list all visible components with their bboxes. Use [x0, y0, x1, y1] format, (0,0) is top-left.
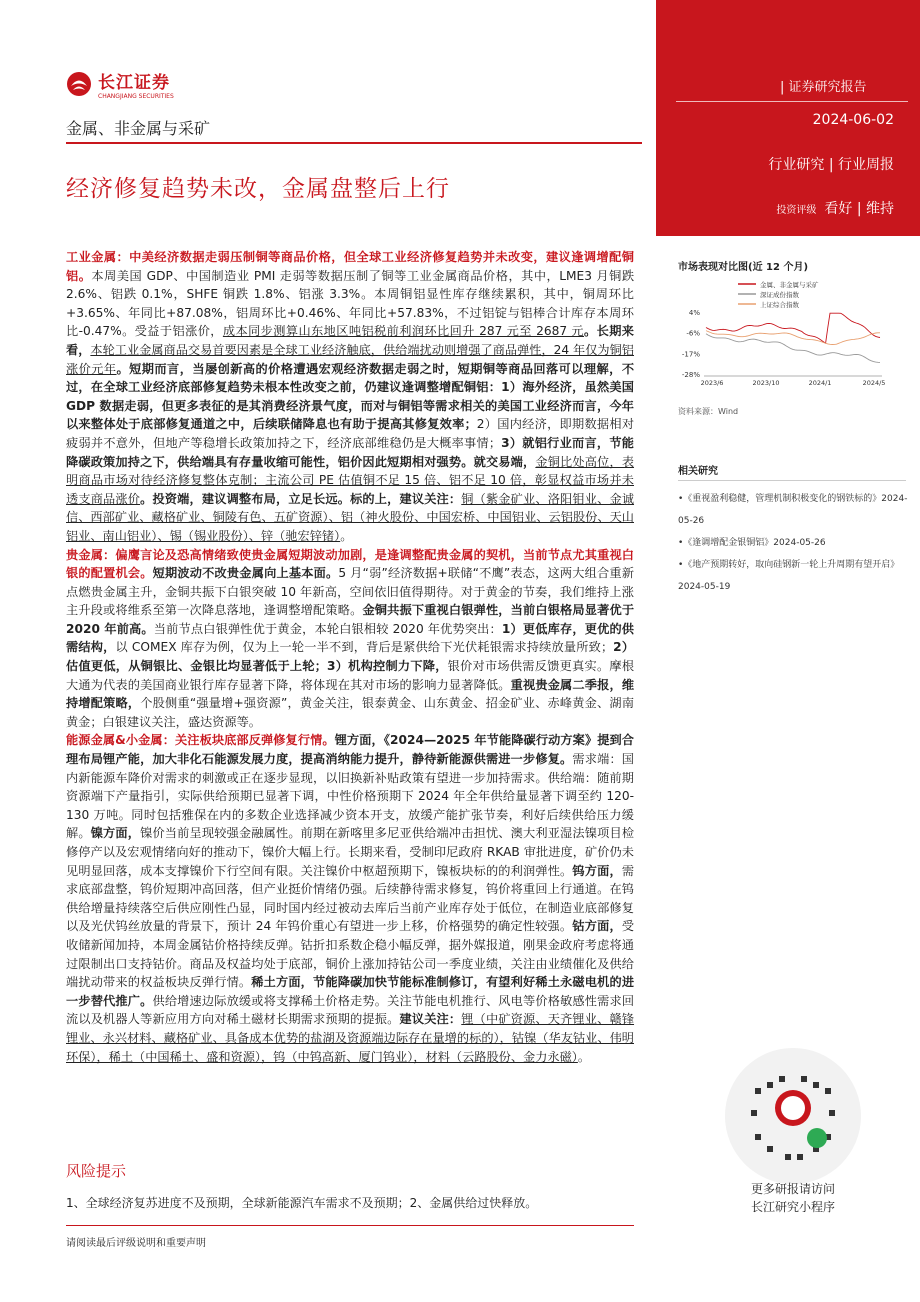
legend-label: 深证成份指数	[760, 291, 799, 299]
paragraph-energy-metals: 能源金属&小金属：关注板块底部反弹修复行情。锂方面，《2024—2025 年节能降碳行动方案》提到合理布局锂产能，加大非化石能源发展力度，提高消纳能力提升，静待新能源供需进一步修复。需求端：国内新能源车降价对需求的刺激或正在逐步显现，以旧换新补贴政策有望进一步加持需求。供给端：随前期资源端下产量指引，实际供给预期已显著下调，中性价格预期下 2024 年全年供给量显著下调至约 120-130 万吨。同时包括雅保在内的多数企业选择减少资本开支，放缓产能扩张节奏，利好后续供给压力缓解。镍方面，镍价当前呈现较强金融属性。前期在新喀里多尼亚供给端冲击担忧、澳大利亚湿法镍项目检修停产以及宏观情绪向好的推动下，镍价大幅上行。长期来看，受制印尼政府 RKAB 审批进度，矿价仍未见明显回落，成本支撑镍价下行空间有限。关注镍价中枢超预期下，镍板块标的的利润弹性。钨方面，需求底部盘整，钨价短期冲高回落，但产业挺价情绪仍强。后续静待需求修复，钨价将重回上行通道。在钨供给增量持续落空后供应刚性凸显，同时国内经过被动去库后当前产业库存处于低位，在制造业底部修复以及光伏钨丝放量的背景下，预计 24 年钨价重心有望进一步上移，价格强势的确定性较强。钴方面，受收储新闻加持，本周金属钴价格持续反弹。钴折扣系数企稳小幅反弹，据外媒报道，刚果金政府考虑将通过限制出口支持钴价。商品及权益均处于底部，铜价上涨加持钴公司一季度业绩，关注由业绩催化及供给端扰动带来的权益板块反弹行情。稀土方面，节能降碳加快节能标准制修订，有望利好稀土永磁电机的进一步替代推广。供给增速边际放缓或将支撑稀土价格走势。关注节能电机推行、风电等价格敏感性需求回流以及机器人等新应用方向对稀土磁材长期需求预期的提振。建议关注：锂（中矿资源、天齐锂业、赣锋锂业、永兴材料、藏格矿业、具备成本优势的盐湖及资源端边际存在量增的标的），钴镍（华友钴业、伟明环保），稀土（中国稀土、盛和资源），钨（中钨高新、厦门钨业），材料（云路股份、金力永磁）。	[66, 733, 635, 1064]
report-category: 行业研究 | 行业周报	[768, 157, 894, 173]
x-tick-label: 2023/6	[700, 379, 724, 387]
qr-caption-line2: 长江研究小程序	[750, 1200, 835, 1214]
legend-label: 上证综合指数	[760, 301, 799, 309]
chart-source: 资料来源：Wind	[678, 407, 739, 416]
report-date: 2024-06-02	[812, 112, 894, 128]
related-item[interactable]: •《逢调增配金银铜铝》2024-05-26	[678, 538, 826, 548]
chart-title: 市场表现对比图(近 12 个月)	[678, 262, 809, 273]
legend-label: 金属、非金属与采矿	[760, 281, 819, 289]
brand-name-en: CHANGJIANG SECURITIES	[98, 93, 174, 100]
series-line	[706, 313, 880, 343]
x-tick-label: 2024/5	[862, 379, 886, 387]
rating-label: 投资评级	[776, 205, 817, 216]
related-research-title: 相关研究	[678, 466, 718, 477]
footer-divider	[66, 1225, 634, 1226]
series-line	[706, 331, 880, 345]
report-title: 经济修复趋势未改，金属盘整后上行	[66, 176, 450, 202]
market-performance-chart	[676, 276, 900, 396]
related-item[interactable]: •《地产预期转好，取向硅钢新一轮上升周期有望开启》2024-05-19	[678, 560, 900, 592]
brand-name: 长江证券	[98, 73, 170, 93]
rating-value: 看好 | 维持	[824, 201, 894, 217]
brand-logo-icon	[66, 71, 92, 97]
y-tick-label: -6%	[686, 329, 700, 338]
paragraph-precious-metals: 贵金属：偏鹰言论及恐高情绪致使贵金属短期波动加剧，是逢调整配贵金属的契机，当前节点尤其重视白银的配置机会。短期波动不改贵金属向上基本面。5 月“弱”经济数据+联储“不鹰”表态，这两大组合重新点燃贵金属主升，金铜共振下白银突破 10 年新高，空间依旧值得期待。对于黄金的节奏，我们维持上涨主升段或将维系至第一次降息落地，逢调整增配策略。金铜共振下重视白银弹性，当前白银格局显著优于 2020 年前高。当前节点白银弹性优于黄金，本轮白银相较 2020 年优势突出：1）更低库存，更优的供需结构，以 COMEX 库存为例，仅为上一轮一半不到，背后是紧供给下光伏耗银需求持续放量所致；2）估值更低，从铜银比、金银比均显著低于上轮；3）机构控制力下降，银价对市场供需反馈更真实。摩根大通为代表的美国商业银行库存显著下降，将体现在其对市场的影响力显著降低。重视贵金属二季报，维持增配策略，个股侧重“强量增+强资源”，黄金关注，银泰黄金、山东黄金、招金矿业、赤峰黄金、湖南黄金；白银建议关注，盛达资源等。	[66, 547, 635, 729]
header-panel-divider	[676, 101, 908, 102]
x-tick-label: 2024/1	[808, 379, 832, 387]
series-line	[706, 334, 880, 363]
related-item[interactable]: •《重视盈利稳健，管理机制积极变化的钢铁标的》2024-05-26	[678, 494, 908, 526]
risk-text: 1、全球经济复苏进度不及预期，全球新能源汽车需求不及预期；2、金属供给过快释放。	[66, 1196, 538, 1210]
report-body	[66, 248, 634, 1066]
mini-program-qr-code[interactable]	[725, 1048, 861, 1184]
paragraph-industrial-metals: 工业金属：中美经济数据走弱压制铜等商品价格，但全球工业经济修复趋势并未改变，建议逢调增配铜铝。本周美国 GDP、中国制造业 PMI 走弱等数据压制了铜等工业金属商品价格，其中，LME3 月铜跌 2.6%、铝跌 0.1%，SHFE 铜跌 1.8%、铝涨 3.3%。本周铜铝显性库存继续累积，其中，铜周环比+3.65%、年同比+87.08%，铝周环比+0.46%、年同比+57.83%，不过铝锭与铝棒合计库存本周环比-0.47%。受益于铝涨价，成本同步测算山东地区吨铝税前利润环比回升 287 元至 2687 元。长期来看，本轮工业金属商品交易首要因素是全球工业经济触底，供给端扰动则增强了商品弹性，24 年仅为铜铝涨价元年。短期而言，当屡创新高的价格遭遇宏观经济数据走弱之时，短期铜等商品回落可以理解，不过，在全球工业经济底部修复趋势未根本性改变之前，仍建议逢调整增配铜铝：1）海外经济，虽然美国 GDP 数据走弱，但更多表征的是其消费经济景气度，而对与铜铝等需求相关的美国工业经济而言，今年以来整体处于底部修复通道之中，后续联储降息也有助于提高其修复效率；2）国内经济，即期数据相对疲弱并不意外，但地产等稳增长政策加持之下，经济底部维稳仍是大概率事情；3）就铝行业而言，节能降碳政策加持之下，供给端具有存量收缩可能性，铝价因此短期相对强势。就交易端，金铜比处高位，表明商品市场对待经济修复整体克制；主流公司 PE 估值铜不足 15 倍、铝不足 10 倍，彰显权益市场并未透支商品涨价。投资端，建议调整布局，立足长远。标的上，建议关注：铜（紫金矿业、洛阳钼业、金诚信、西部矿业、藏格矿业、铜陵有色、五矿资源）、铝（神火股份、中国宏桥、中国铝业、云铝股份、天山铝业、南山铝业）、锡（锡业股份）、锌（驰宏锌锗）。	[66, 250, 635, 543]
related-divider	[678, 480, 906, 481]
brand-logo	[66, 68, 174, 100]
y-tick-label: 4%	[688, 309, 700, 317]
rating	[776, 198, 894, 218]
y-tick-label: -17%	[681, 350, 700, 359]
header-divider	[66, 142, 642, 144]
related-research-list	[678, 488, 908, 598]
x-tick-label: 2023/10	[752, 379, 780, 387]
report-type: | 证券研究报告	[780, 80, 867, 95]
qr-caption	[700, 1180, 886, 1216]
footer-disclaimer: 请阅读最后评级说明和重要声明	[66, 1238, 206, 1249]
risk-title: 风险提示	[66, 1162, 127, 1180]
y-tick-label: -28%	[681, 371, 700, 379]
qr-caption-line1: 更多研报请访问	[750, 1182, 835, 1196]
industry-label: 金属、非金属与采矿	[66, 119, 211, 138]
